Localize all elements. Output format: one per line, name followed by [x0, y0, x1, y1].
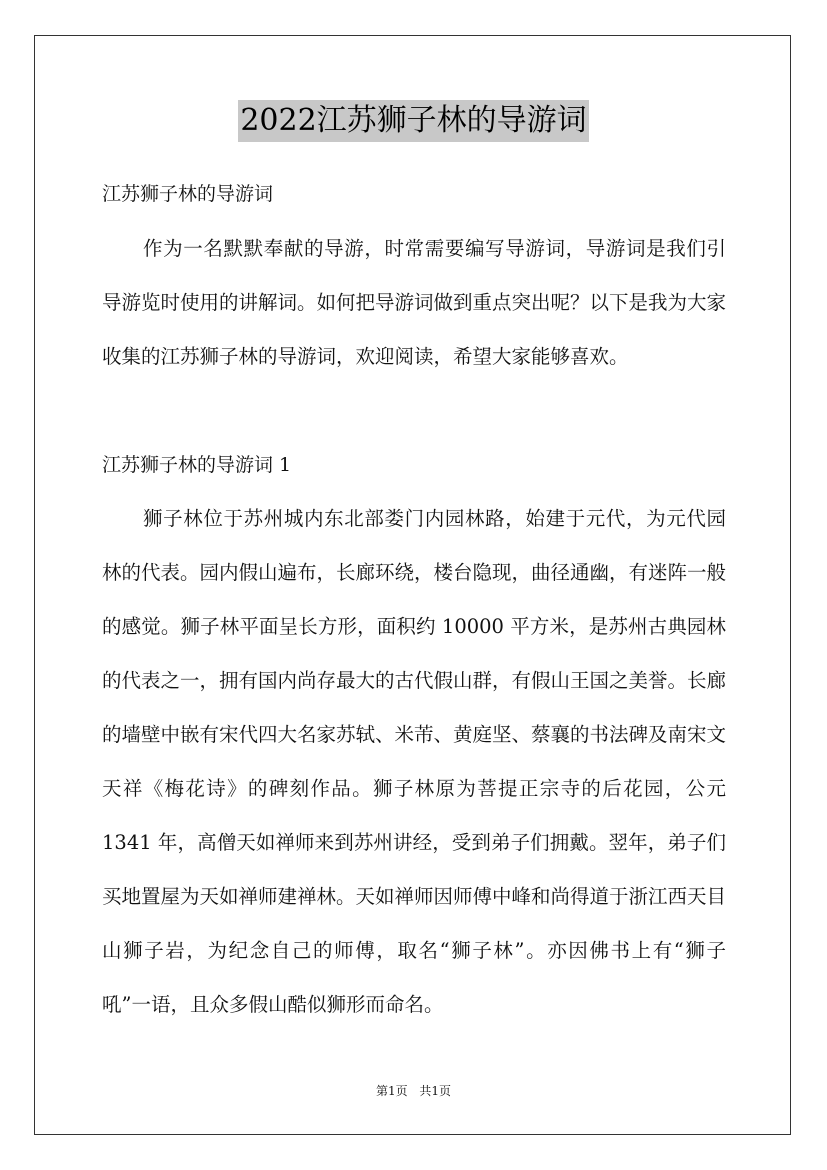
document-title: 2022江苏狮子林的导游词	[238, 100, 588, 142]
page-footer	[0, 1083, 827, 1099]
section-heading: 江苏狮子林的导游词 1	[102, 454, 292, 476]
intro-paragraph: 作为一名默默奉献的导游，时常需要编写导游词，导游词是我们引导游览时使用的讲解词。如何把导游词做到重点突出呢？以下是我为大家收集的江苏狮子林的导游词，欢迎阅读，希望大家能够喜欢。	[102, 237, 727, 368]
page-number: 第1页	[375, 1084, 408, 1098]
title-container	[0, 100, 827, 142]
document-subtitle: 江苏狮子林的导游词	[102, 183, 274, 205]
section-paragraph: 狮子林位于苏州城内东北部娄门内园林路，始建于元代，为元代园林的代表。园内假山遍布，长廊环绕，楼台隐现，曲径通幽，有迷阵一般的感觉。狮子林平面呈长方形，面积约 10000 平方米，是苏州古典园林的代表之一，拥有国内尚存最大的古代假山群，有假山王国之美誉。长廊的墙壁中嵌有宋代四大名家苏轼、米芾、黄庭坚、蔡襄的书法碑及南宋文天祥《梅花诗》的碑刻作品。狮子林原为菩提正宗寺的后花园，公元 1341 年，高僧天如禅师来到苏州讲经，受到弟子们拥戴。翌年，弟子们买地置屋为天如禅师建禅林。天如禅师因师傅中峰和尚得道于浙江西天目山狮子岩，为纪念自己的师傅，取名“狮子林”。亦因佛书上有“狮子吼”一语，且众多假山酷似狮形而命名。	[102, 507, 727, 1016]
page-total: 共1页	[419, 1084, 452, 1098]
